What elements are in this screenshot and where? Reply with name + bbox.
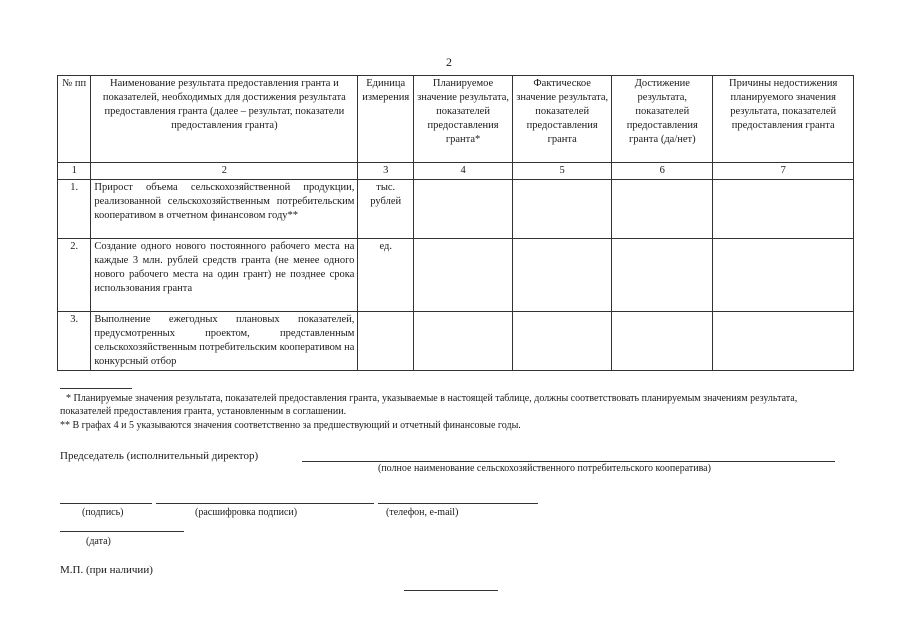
row-result-name: Создание одного нового постоянного рабочего места на каждые 3 млн. рублей средств гранта (не менее одного нового рабочего места на один грант) не позднее срока использования гранта: [91, 239, 358, 312]
column-numbers-row: [58, 163, 854, 180]
footnote-separator: [60, 388, 132, 389]
row-planned-cell: [414, 312, 513, 371]
contact-caption: (телефон, e-mail): [386, 507, 459, 518]
header-planned-value: Планируемое значение результата, показателей предоставления гранта*: [414, 76, 513, 163]
row-planned-cell: [414, 180, 513, 239]
contact-line: [378, 503, 538, 504]
column-number: 7: [713, 163, 854, 180]
signature-decoding-caption: (расшифровка подписи): [195, 507, 298, 518]
row-number: 2.: [58, 239, 91, 312]
bottom-separator: [404, 590, 498, 591]
header-reasons: Причины недостижения планируемого значения результата, показателей предоставления гранта: [713, 76, 854, 163]
row-actual-cell: [513, 180, 612, 239]
row-result-name: Выполнение ежегодных плановых показателей, предусмотренных проектом, представленным сельскохозяйственным потребительским кооперативом на конкурсный отбор: [91, 312, 358, 371]
table-header-row: [58, 76, 854, 163]
organization-name-line: [302, 461, 835, 462]
row-reasons-cell: [713, 312, 854, 371]
column-number: 1: [58, 163, 91, 180]
column-number: 2: [91, 163, 358, 180]
footnote-planned-values: [60, 392, 850, 418]
signature-decoding-line: [156, 503, 374, 504]
row-actual-cell: [513, 312, 612, 371]
column-number: 5: [513, 163, 612, 180]
row-unit: ед.: [358, 239, 414, 312]
column-number: 6: [612, 163, 713, 180]
header-achievement: Достижение результата, показателей предоставления гранта (да/нет): [612, 76, 713, 163]
chairman-label: Председатель (исполнительный директор): [60, 450, 259, 462]
row-achievement-cell: [612, 239, 713, 312]
column-number: 4: [414, 163, 513, 180]
header-number: № пп: [58, 76, 91, 163]
column-number: 3: [358, 163, 414, 180]
table-row: [58, 180, 854, 239]
header-result-name: Наименование результата предоставления гранта и показателей, необходимых для достижения результата предоставления гранта (далее – результат, показатели предоставления гранта): [91, 76, 358, 163]
row-planned-cell: [414, 239, 513, 312]
table-row: [58, 312, 854, 371]
organization-caption: (полное наименование сельскохозяйственного потребительского кооператива): [378, 463, 711, 474]
row-number: 1.: [58, 180, 91, 239]
stamp-label: М.П. (при наличии): [60, 564, 153, 576]
table-row: [58, 239, 854, 312]
row-reasons-cell: [713, 239, 854, 312]
row-unit: тыс. рублей: [358, 180, 414, 239]
row-result-name: Прирост объема сельскохозяйственной продукции, реализованной сельскохозяйственным потребительским кооперативом в отчетном финансовом году**: [91, 180, 358, 239]
page-number: 2: [446, 55, 452, 69]
signature-caption: (подпись): [82, 507, 124, 518]
row-achievement-cell: [612, 312, 713, 371]
footnote-text: * Планируемые значения результата, показателей предоставления гранта, указываемые в настоящей таблице, должны соответствовать планируемым значениям результата, показателей предоставления гранта, установленным в соглашении.: [60, 393, 798, 417]
row-reasons-cell: [713, 180, 854, 239]
date-caption: (дата): [86, 536, 111, 547]
signature-line: [60, 503, 152, 504]
row-actual-cell: [513, 239, 612, 312]
row-unit: [358, 312, 414, 371]
date-line: [60, 531, 184, 532]
footnote-columns: ** В графах 4 и 5 указываются значения соответственно за предшествующий и отчетный финансовые годы.: [60, 420, 521, 431]
header-unit: Единица измерения: [358, 76, 414, 163]
grant-results-table: [57, 75, 854, 371]
row-achievement-cell: [612, 180, 713, 239]
row-number: 3.: [58, 312, 91, 371]
header-actual-value: Фактическое значение результата, показателей предоставления гранта: [513, 76, 612, 163]
